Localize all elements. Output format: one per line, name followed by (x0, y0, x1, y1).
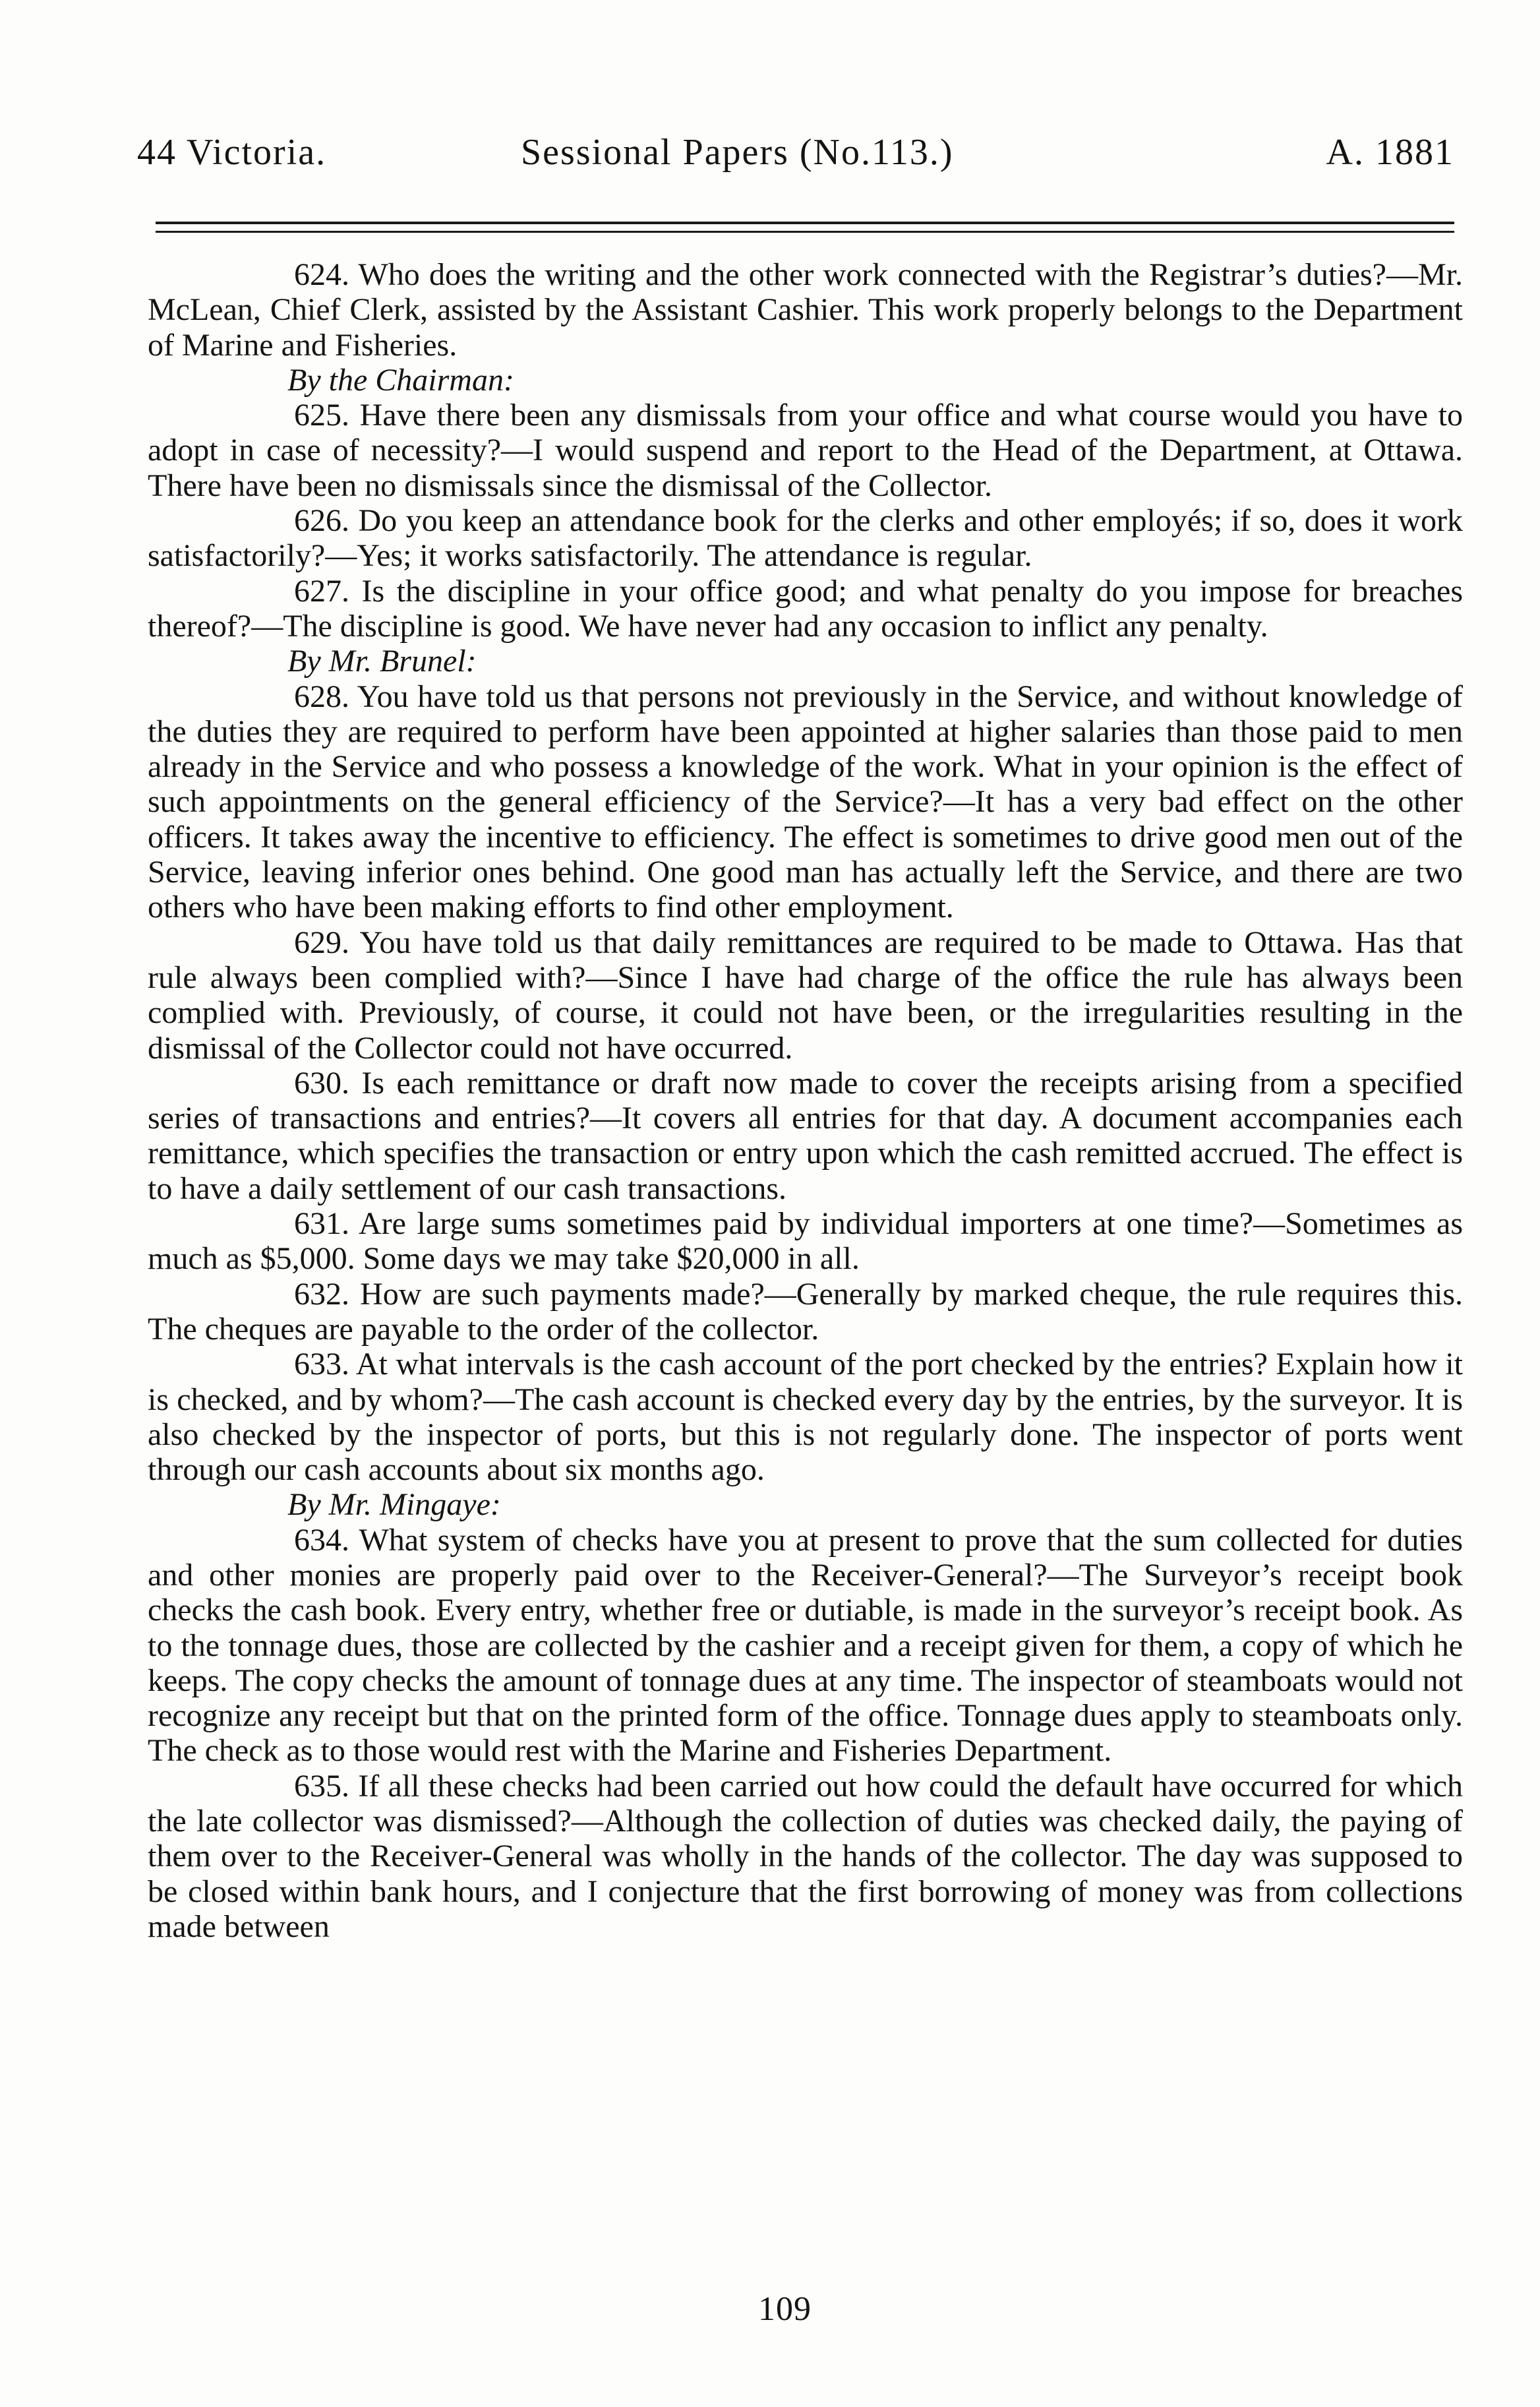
running-header (137, 129, 1454, 175)
question-628: 628. You have told us that persons not previously in the Service, and without knowledge of the duties they are required to perform have been appointed at higher salaries than those paid to men already in the Service and who possess a knowledge of the work. What in your opinion is the effect of such appointments on the general efficiency of the Service?—It has a very bad effect on the other officers. It takes away the incentive to efficiency. The effect is sometimes to drive good men out of the Service, leaving inferior ones behind. One good man has actually left the Service, and there are two others who have been making efforts to find other employment. (148, 679, 1463, 925)
question-632: 632. How are such payments made?—Generally by marked cheque, the rule requires this. The cheques are payable to the order of the collector. (148, 1276, 1463, 1347)
header-title: Sessional Papers (No.113.) (521, 132, 954, 173)
question-624: 624. Who does the writing and the other work connected with the Registrar’s duties?—Mr. McLean, Chief Clerk, assisted by the Assistant Cashier. This work properly belongs to the Department of Marine and Fisheries. (148, 257, 1463, 363)
question-630: 630. Is each remittance or draft now made to cover the receipts arising from a specified series of transactions and entries?—It covers all entries for that day. A document accompanies each remittance, which specifies the transaction or entry upon which the cash remitted accrued. The effect is to have a daily settlement of our cash transactions. (148, 1065, 1463, 1206)
question-626: 626. Do you keep an attendance book for the clerks and other employés; if so, does it work satisfactorily?—Yes; it works satisfactorily. The attendance is regular. (148, 503, 1463, 574)
header-session: 44 Victoria. (137, 132, 327, 173)
page-number: 109 (758, 2290, 812, 2328)
question-629: 629. You have told us that daily remittances are required to be made to Ottawa. Has that rule always been complied with?—Since I have had charge of the office the rule has always been complied with. Previously, of course, it could not have been, or the irregularities resulting in the dismissal of the Collector could not have occurred. (148, 925, 1463, 1066)
question-635: 635. If all these checks had been carried out how could the default have occurred for which the late collector was dismissed?—Although the collection of duties was checked daily, the paying of them over to the Receiver-General was wholly in the hands of the collector. The day was supposed to be closed within bank hours, and I conjecture that the first borrowing of money was from collections made between (148, 1768, 1463, 1944)
question-631: 631. Are large sums sometimes paid by individual importers at one time?—Sometimes as much as $5,000. Some days we may take $20,000 in all. (148, 1206, 1463, 1277)
header-rule-top (156, 222, 1454, 224)
testimony-body (148, 257, 1463, 1944)
question-627: 627. Is the discipline in your office good; and what penalty do you impose for breaches thereof?—The discipline is good. We have never had any occasion to inflict any penalty. (148, 573, 1463, 644)
speaker-chairman: By the Chairman: (287, 362, 514, 398)
header-rule-bottom (156, 231, 1454, 233)
question-633: 633. At what intervals is the cash account of the port checked by the entries? Explain how it is checked, and by whom?—The cash account is checked every day by the entries, by the surveyor. It is also checked by the inspector of ports, but this is not regularly done. The inspector of ports went through our cash accounts about six months ago. (148, 1347, 1463, 1488)
speaker-mingaye: By Mr. Mingaye: (287, 1487, 501, 1523)
speaker-brunel: By Mr. Brunel: (287, 644, 477, 679)
header-year: A. 1881 (1326, 132, 1454, 173)
question-625: 625. Have there been any dismissals from your office and what course would you have to adopt in case of necessity?—I would suspend and report to the Head of the Department, at Ottawa. There have been no dismissals since the dismissal of the Collector. (148, 398, 1463, 503)
question-634: 634. What system of checks have you at present to prove that the sum collected for duties and other monies are properly paid over to the Receiver-General?—The Surveyor’s receipt book checks the cash book. Every entry, whether free or dutiable, is made in the surveyor’s receipt book. As to the tonnage dues, those are collected by the cashier and a receipt given for them, a copy of which he keeps. The copy checks the amount of tonnage dues at any time. The inspector of steamboats would not recognize any receipt but that on the printed form of the office. Tonnage dues apply to steamboats only. The check as to those would rest with the Marine and Fisheries Department. (148, 1522, 1463, 1769)
